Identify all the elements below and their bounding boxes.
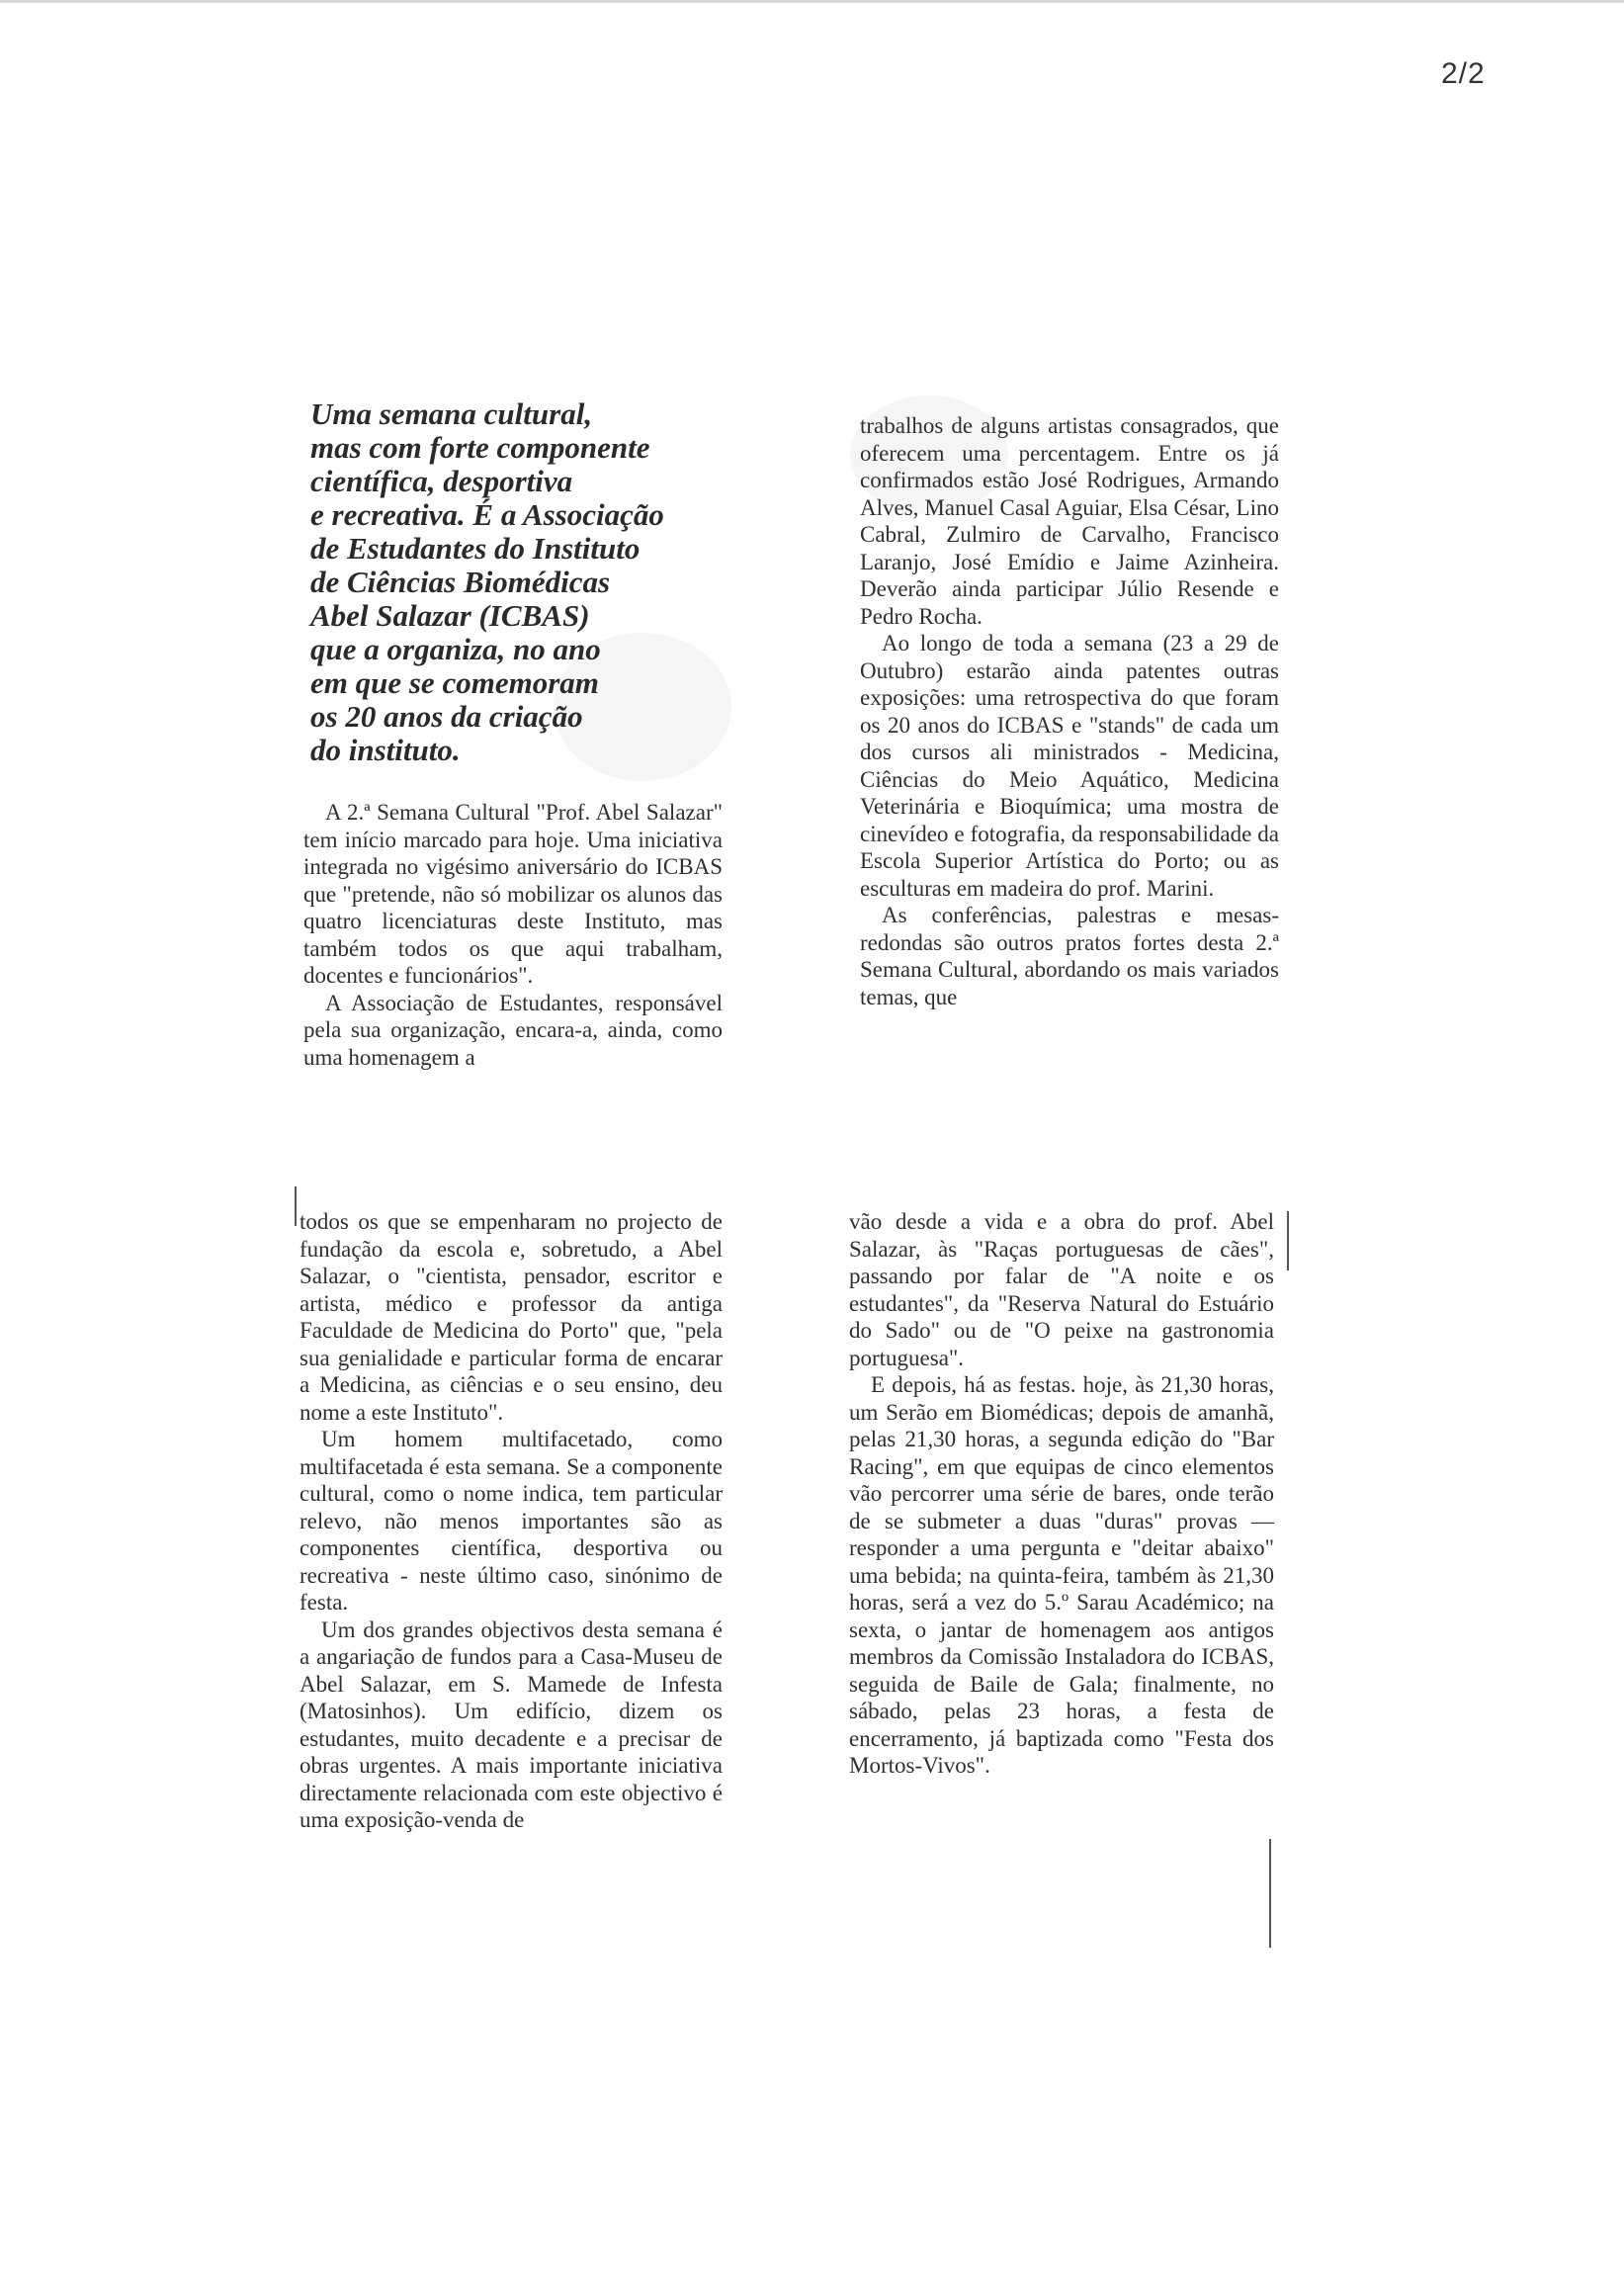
article-paragraph: A 2.ª Semana Cultural "Prof. Abel Salazar" tem início marcado para hoje. Uma iniciativa integrada no vigésimo aniversário do ICBAS que "pretende, não só mobilizar os alunos das quatro licenciaturas deste Instituto, mas também todos os que aqui trabalham, docentes e funcionários". <box>303 800 723 988</box>
lead-line: em que se comemoram <box>310 665 599 700</box>
lead-line: de Ciências Biomédicas <box>310 565 611 599</box>
lead-line: do instituto. <box>310 733 461 767</box>
article-paragraph: trabalhos de alguns artistas consagrados, que oferecem uma percentagem. Entre os já confirmados estão José Rodrigues, Armando Alves, Manuel Casal Aguiar, Elsa César, Lino Cabral, Zulmiro de Carvalho, Francisco Laranjo, José Emídio e Jaime Azinheira. Deverão ainda participar Júlio Resende e Pedro Rocha. <box>860 413 1279 629</box>
lead-line: Uma semana cultural, <box>310 396 593 431</box>
article-paragraph: Ao longo de toda a semana (23 a 29 de Outubro) estarão ainda patentes outras exposições: uma retrospectiva do que foram os 20 anos do ICBAS e "stands" de cada um dos cursos ali ministrados - Medicina, Ciências do Meio Aquático, Medicina Veterinária e Bioquímica; uma mostra de cinevídeo e fotografia, da responsabilidade da Escola Superior Artística do Porto; ou as esculturas em madeira do prof. Marini. <box>860 631 1279 901</box>
article-paragraph: Um homem multifacetado, como multifacetada é esta semana. Se a componente cultural, como o nome indica, tem particular relevo, não menos importantes são as componentes científica, desportiva ou recreativa - neste último caso, sinónimo de festa. <box>299 1427 723 1615</box>
article-column-bottom-left <box>299 1208 723 1834</box>
lead-line: os 20 anos da criação <box>310 699 583 734</box>
lead-line: que a organiza, no ano <box>310 632 601 666</box>
clipping-edge-mark <box>1287 1211 1289 1270</box>
article-column-top-right <box>860 412 1279 1010</box>
scan-top-edge <box>0 0 1624 3</box>
article-paragraph: As conferências, palestras e mesas-redondas são outros pratos fortes desta 2.ª Semana Cultural, abordando os mais variados temas, que <box>860 903 1279 1009</box>
page-number: 2/2 <box>1441 57 1486 90</box>
article-paragraph: todos os que se empenharam no projecto de fundação da escola e, sobretudo, a Abel Salazar, o "cientista, pensador, escritor e artista, médico e professor da antiga Faculdade de Medicina do Porto" que, "pela sua genialidade e particular forma de encarar a Medicina, as ciências e o seu ensino, deu nome a este Instituto". <box>299 1209 723 1425</box>
lead-line: e recreativa. É a Associação <box>310 497 664 532</box>
article-column-bottom-right <box>849 1208 1274 1780</box>
article-paragraph: Um dos grandes objectivos desta semana é a angariação de fundos para a Casa-Museu de Abel Salazar, em S. Mamede de Infesta (Matosinhos). Um edifício, dizem os estudantes, muito decadente e a precisar de obras urgentes. A mais importante iniciativa directamente relacionada com este objectivo é uma exposição-venda de <box>299 1617 723 1832</box>
article-column-top-left <box>303 799 723 1071</box>
clipping-edge-mark <box>1269 1839 1271 1948</box>
lead-line: mas com forte componente <box>310 430 650 465</box>
clipping-edge-mark <box>295 1186 297 1226</box>
article-paragraph: A Associação de Estudantes, responsável pela sua organização, encara-a, ainda, como uma homenagem a <box>303 990 723 1070</box>
lead-line: científica, desportiva <box>310 464 573 498</box>
article-paragraph: vão desde a vida e a obra do prof. Abel Salazar, às "Raças portuguesas de cães", passando por falar de "A noite e os estudantes", da "Reserva Natural do Estuário do Sado" ou de "O peixe na gastronomia portuguesa". <box>849 1209 1274 1370</box>
article-paragraph: E depois, há as festas. hoje, às 21,30 horas, um Serão em Biomédicas; depois de amanhã, pelas 21,30 horas, a segunda edição do "Bar Racing", em que equipas de cinco elementos vão percorrer uma série de bares, onde terão de se submeter a duas "duras" provas — responder a uma pergunta e "deitar abaixo" uma bebida; na quinta-feira, também às 21,30 horas, será a vez do 5.º Sarau Académico; na sexta, o jantar de homenagem aos antigos membros da Comissão Instaladora do ICBAS, seguida de Baile de Gala; finalmente, no sábado, pelas 23 horas, a festa de encerramento, já baptizada como "Festa dos Mortos-Vivos". <box>849 1372 1274 1778</box>
lead-line: Abel Salazar (ICBAS) <box>310 598 590 633</box>
article-lead <box>310 397 726 767</box>
lead-line: de Estudantes do Instituto <box>310 531 641 566</box>
